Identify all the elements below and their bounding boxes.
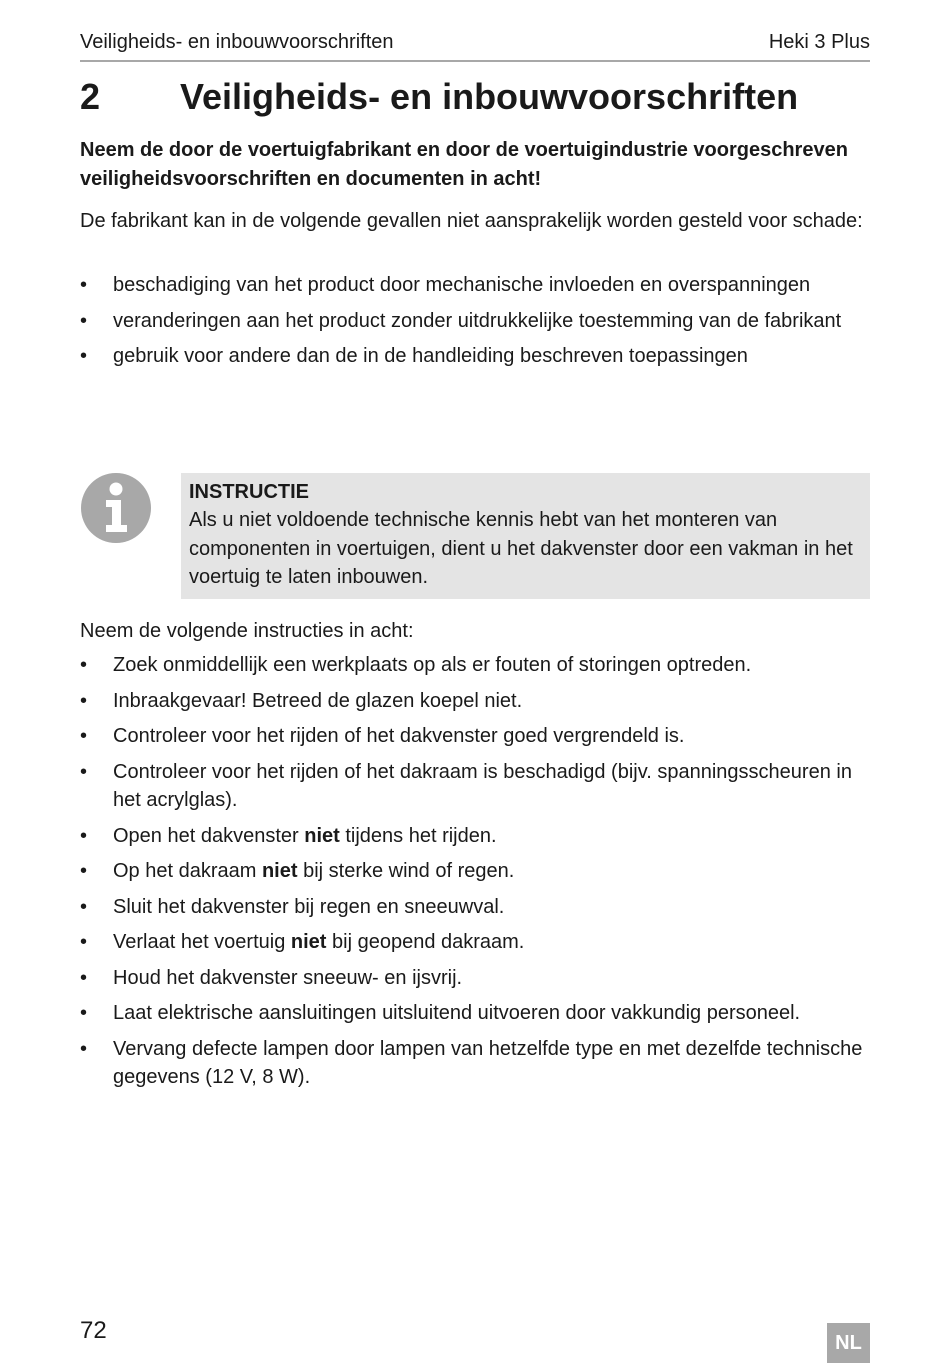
list-item: • Op het dakraam niet bij sterke wind of regen. xyxy=(80,857,875,886)
chapter-number: 2 xyxy=(80,76,101,117)
header-product-name: Heki 3 Plus xyxy=(768,31,870,53)
list-item xyxy=(80,342,875,371)
bullet-icon: • xyxy=(80,760,88,783)
language-badge: NL xyxy=(827,1323,870,1363)
list-item: • Controleer voor het rijden of het dakvenster goed vergrendeld is. xyxy=(80,722,875,751)
bullet-icon: • xyxy=(80,1037,88,1060)
bullet-icon: • xyxy=(80,966,88,989)
bullet-icon: • xyxy=(80,824,88,847)
list-item: • Zoek onmiddellijk een werkplaats op als er fouten of storingen optreden. xyxy=(80,651,875,680)
liability-intro: De fabrikant kan in de volgende gevallen niet aansprakelijk worden gesteld voor schade: xyxy=(80,210,863,232)
list-item-text: gebruik voor andere dan de in de handleiding beschreven toepassingen xyxy=(113,345,748,367)
note-title: INSTRUCTIE xyxy=(189,481,309,503)
instructions-intro: Neem de volgende instructies in acht: xyxy=(80,620,414,642)
bullet-icon: • xyxy=(80,931,88,953)
bullet-icon: • xyxy=(80,654,88,676)
list-item xyxy=(80,307,875,336)
list-item: • Open het dakvenster niet tijdens het rijden. xyxy=(80,822,875,851)
bullet-icon: • xyxy=(80,895,88,918)
instruction-note xyxy=(181,473,870,599)
list-item: • Verlaat het voertuig niet bij geopend dakraam. xyxy=(80,928,875,957)
list-item: • Controleer voor het rijden of het dakraam is beschadigd (bijv. spanningsscheuren in het acrylglas). xyxy=(80,758,875,815)
page-header xyxy=(80,30,870,62)
instructions-list xyxy=(80,651,875,1099)
list-item: • Sluit het dakvenster bij regen en sneeuwval. xyxy=(80,893,875,922)
chapter-heading xyxy=(80,75,880,119)
list-item-text: veranderingen aan het product zonder uitdrukkelijke toestemming van de fabrikant xyxy=(113,309,842,332)
bullet-icon: • xyxy=(80,1002,88,1024)
lead-paragraph: Neem de door de voertuigfabrikant en door de voertuigindustrie voorgeschreven veiligheidsvoorschriften en documenten in acht! xyxy=(80,139,848,190)
liability-list xyxy=(80,271,875,378)
list-item xyxy=(80,271,875,300)
page-number: 72 xyxy=(80,1317,107,1344)
list-item-text: beschadiging van het product door mechanische invloeden en overspanningen xyxy=(113,274,811,296)
bullet-icon: • xyxy=(80,689,88,712)
info-icon xyxy=(80,472,152,544)
list-item: • Laat elektrische aansluitingen uitsluitend uitvoeren door vakkundig personeel. xyxy=(80,999,875,1028)
bullet-icon: • xyxy=(80,274,88,296)
chapter-title: Veiligheids- en inbouwvoorschriften xyxy=(180,76,799,117)
bullet-icon: • xyxy=(80,725,88,747)
bullet-icon: • xyxy=(80,309,88,332)
bullet-icon: • xyxy=(80,345,88,367)
note-text: Als u niet voldoende technische kennis hebt van het monteren van componenten in voertuigen, dient u het dakvenster door een vakman in het voertuig te laten inbouwen. xyxy=(189,509,853,588)
list-item: • Inbraakgevaar! Betreed de glazen koepel niet. xyxy=(80,687,875,716)
list-item: • Vervang defecte lampen door lampen van hetzelfde type en met dezelfde technische gegevens (12 V, 8 W). xyxy=(80,1035,875,1092)
header-section-title: Veiligheids- en inbouwvoorschriften xyxy=(80,31,394,53)
bullet-icon: • xyxy=(80,860,88,882)
list-item: • Houd het dakvenster sneeuw- en ijsvrij. xyxy=(80,964,875,993)
